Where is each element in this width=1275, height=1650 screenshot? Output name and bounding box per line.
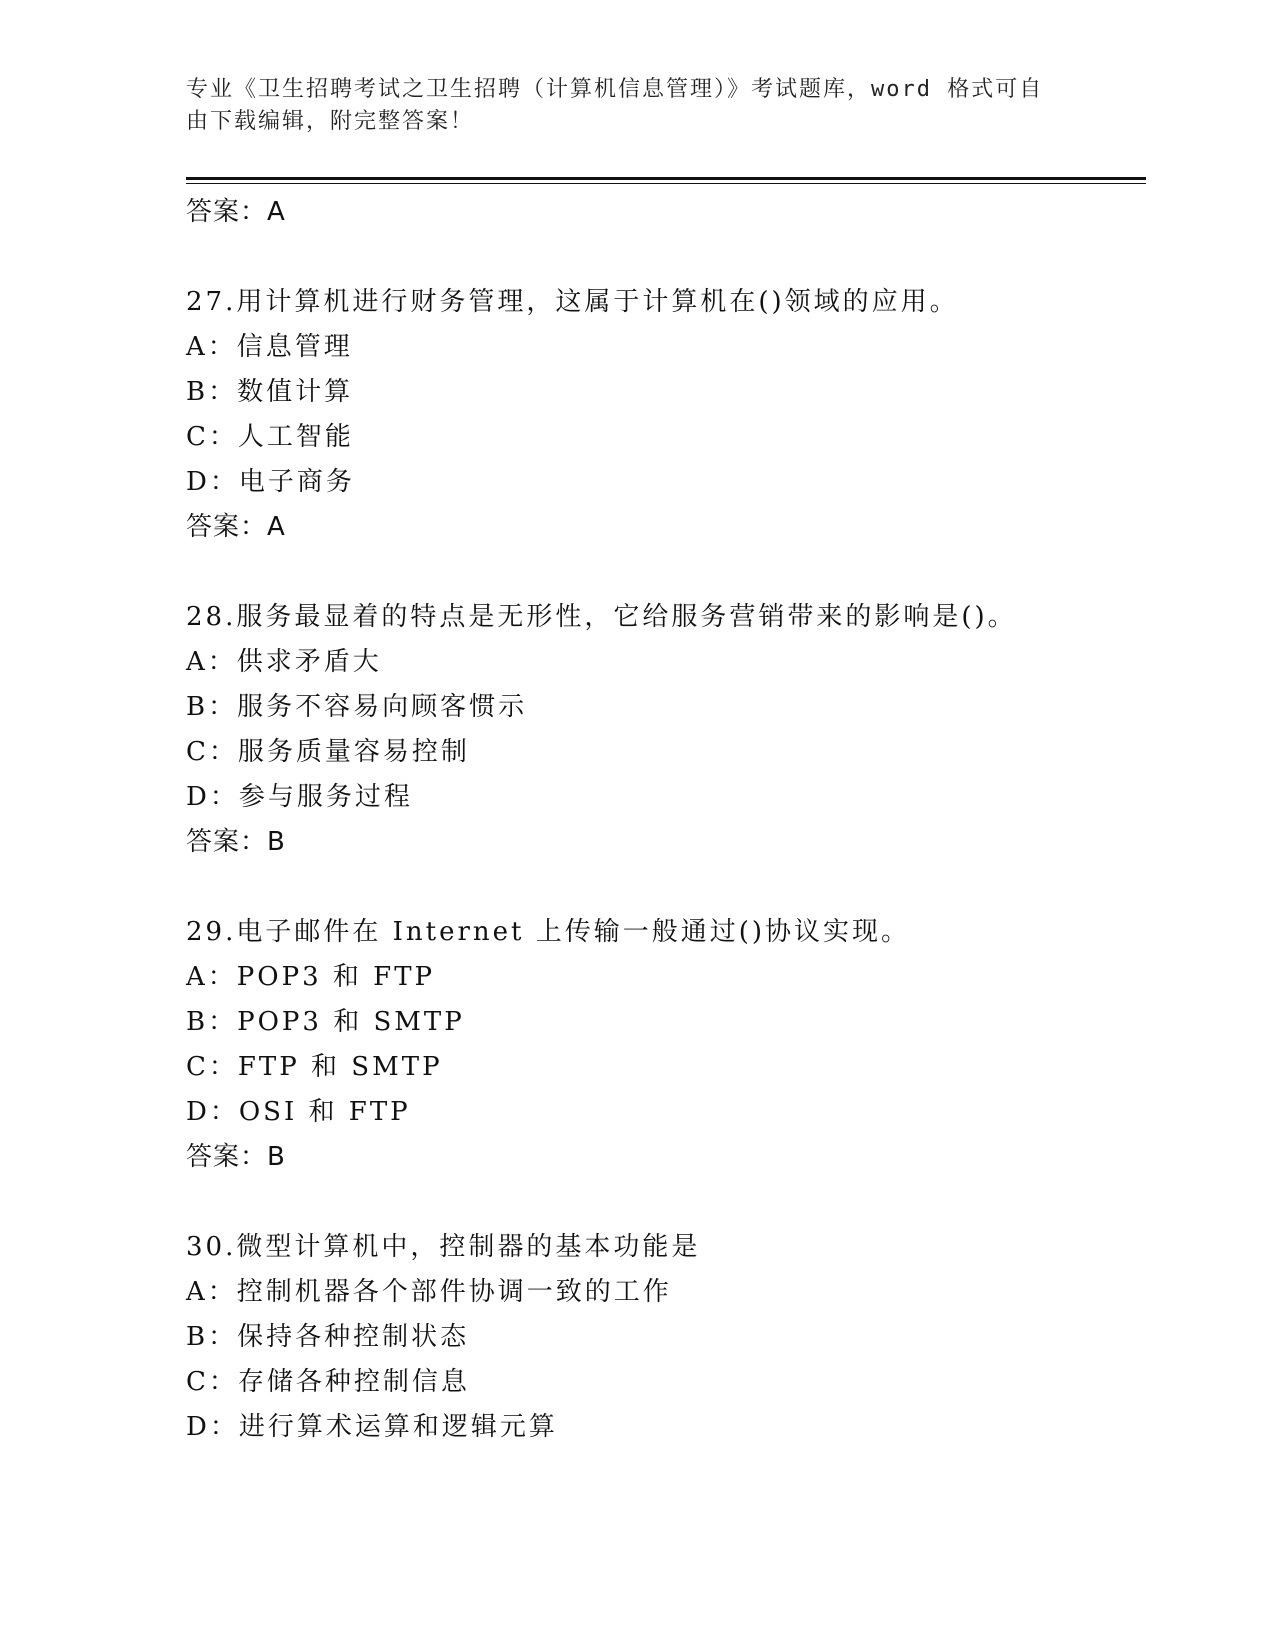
option-c: C：FTP 和 SMTP bbox=[186, 1052, 443, 1082]
option-b: B：POP3 和 SMTP bbox=[186, 1007, 465, 1037]
option-c: C：服务质量容易控制 bbox=[186, 737, 470, 767]
question-29 bbox=[186, 910, 1146, 1180]
question-28 bbox=[186, 595, 1146, 865]
answer: 答案：A bbox=[186, 512, 286, 542]
option-a: A：POP3 和 FTP bbox=[186, 962, 436, 992]
question-text: 30.微型计算机中，控制器的基本功能是 bbox=[186, 1232, 701, 1262]
header-divider-thick bbox=[186, 177, 1146, 180]
question-text: 29.电子邮件在 Internet 上传输一般通过()协议实现。 bbox=[186, 917, 911, 947]
question-27 bbox=[186, 280, 1146, 550]
option-d: D：参与服务过程 bbox=[186, 782, 413, 812]
option-d: D：进行算术运算和逻辑元算 bbox=[186, 1412, 558, 1442]
option-a: A：信息管理 bbox=[186, 332, 353, 362]
question-30 bbox=[186, 1225, 1146, 1450]
option-d: D：OSI 和 FTP bbox=[186, 1097, 411, 1127]
option-b: B：保持各种控制状态 bbox=[186, 1322, 470, 1352]
previous-answer: 答案：A bbox=[186, 197, 286, 227]
header-line-2: 由下载编辑，附完整答案！ bbox=[186, 109, 475, 134]
option-d: D：电子商务 bbox=[186, 467, 355, 497]
header-line-1: 专业《卫生招聘考试之卫生招聘（计算机信息管理）》考试题库，word 格式可自 bbox=[186, 77, 1044, 102]
option-a: A：控制机器各个部件协调一致的工作 bbox=[186, 1277, 672, 1307]
question-text: 27.用计算机进行财务管理，这属于计算机在()领域的应用。 bbox=[186, 287, 959, 317]
option-c: C：人工智能 bbox=[186, 422, 354, 452]
answer: 答案：B bbox=[186, 827, 286, 857]
question-text: 28.服务最显着的特点是无形性，它给服务营销带来的影响是()。 bbox=[186, 602, 1017, 632]
option-a: A：供求矛盾大 bbox=[186, 647, 382, 677]
question-list bbox=[186, 190, 1146, 1495]
answer: 答案：B bbox=[186, 1142, 286, 1172]
document-header bbox=[186, 74, 1086, 138]
option-b: B：数值计算 bbox=[186, 377, 354, 407]
header-divider-thin bbox=[186, 183, 1146, 184]
option-b: B：服务不容易向顾客惯示 bbox=[186, 692, 528, 722]
option-c: C：存储各种控制信息 bbox=[186, 1367, 470, 1397]
